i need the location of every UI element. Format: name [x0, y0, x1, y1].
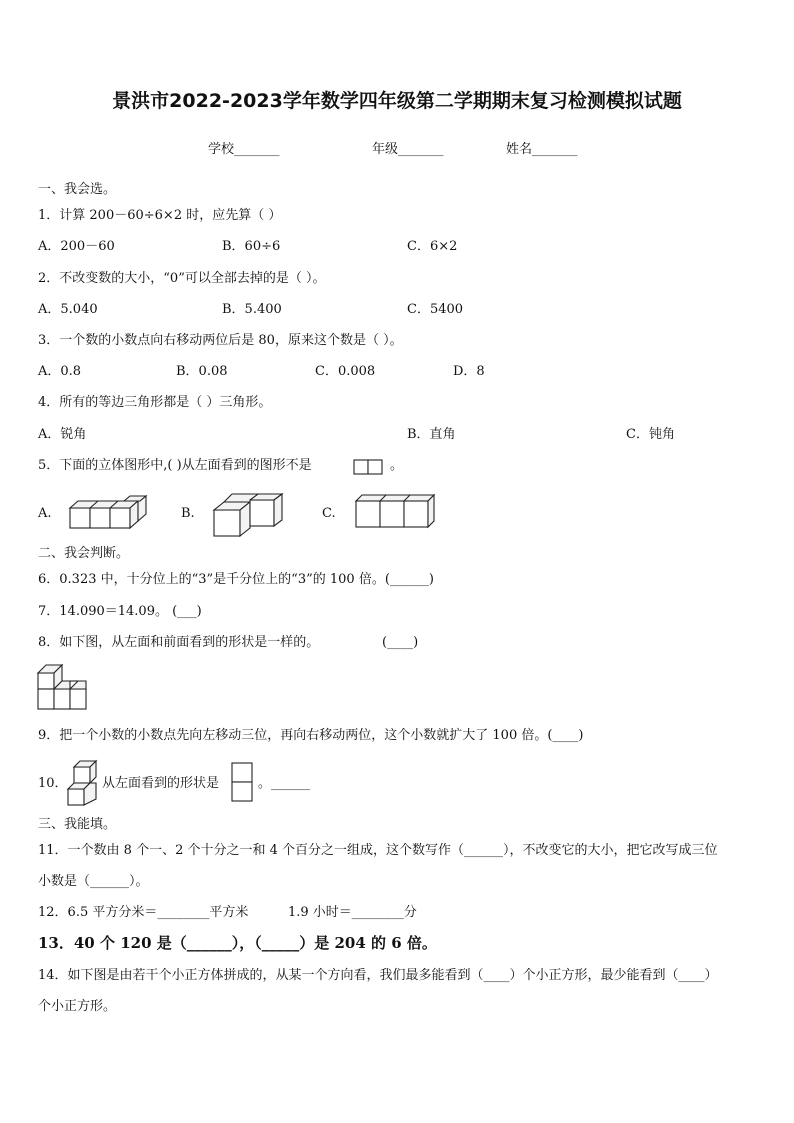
question-2-option-b[interactable]: B．5.400	[222, 302, 282, 317]
question-8-stem: 8．如下图，从左面和前面看到的形状是一样的。	[38, 635, 320, 650]
question-2-option-a[interactable]: A．5.040	[38, 302, 98, 317]
question-1-option-b[interactable]: B．60÷6	[222, 239, 281, 254]
question-12-part-b: 1.9 小时＝________分	[288, 905, 417, 920]
question-2-stem: 2．不改变数的大小，“0”可以全部去掉的是（ ）。	[38, 271, 326, 286]
name-field[interactable]: 姓名_______	[506, 142, 578, 157]
section-judge-heading: 二、我会判断。	[38, 546, 130, 561]
question-5-option-a-label[interactable]: A.	[38, 506, 52, 521]
option-b-cube-figure[interactable]	[212, 492, 284, 538]
question-5-option-c-label[interactable]: C.	[322, 506, 336, 521]
question-3-option-d[interactable]: D．8	[453, 364, 485, 379]
question-5-option-b-label[interactable]: B.	[181, 506, 195, 521]
question-14-line-1: 14．如下图是由若干个小正方体拼成的，从某一个方向看，我们最多能看到（____）个小正方形，最少能看到（____）	[38, 968, 718, 983]
question-10-cube-figure	[66, 759, 100, 807]
question-5-stem: 5．下面的立体图形中,( )从左面看到的图形不是	[38, 458, 312, 473]
question-8-cube-figure	[36, 663, 92, 713]
question-11-line-1: 11．一个数由 8 个一、2 个十分之一和 4 个百分之一组成，这个数写作（______），不改变它的大小，把它改写成三位	[38, 843, 718, 858]
question-7: 7．14.090＝14.09。 (___)	[38, 604, 202, 619]
question-3-stem: 3．一个数的小数点向右移动两位后是 80，原来这个数是（ ）。	[38, 333, 403, 348]
question-4-option-c[interactable]: C．钝角	[626, 427, 675, 442]
question-5-stem-end: 。	[390, 458, 404, 473]
section-fill-heading: 三、我能填。	[38, 817, 117, 832]
option-c-cube-figure[interactable]	[354, 493, 436, 531]
question-4-option-a[interactable]: A．锐角	[38, 427, 87, 442]
question-8-blank[interactable]: (____)	[382, 635, 419, 650]
question-4-option-b[interactable]: B．直角	[407, 427, 456, 442]
option-a-cube-figure[interactable]	[68, 496, 150, 534]
page-title: 景洪市2022-2023学年数学四年级第二学期期末复习检测模拟试题	[112, 90, 682, 112]
question-10-blank[interactable]: 。______	[258, 776, 311, 791]
question-3-option-b[interactable]: B．0.08	[176, 364, 228, 379]
question-1-option-c[interactable]: C．6×2	[407, 239, 458, 254]
question-13: 13．40 个 120 是（______），（_____）是 204 的 6 倍。	[38, 934, 437, 952]
question-1-option-a[interactable]: A．200－60	[38, 239, 115, 254]
left-view-figure	[231, 762, 255, 804]
question-14-line-2: 个小正方形。	[38, 999, 117, 1014]
question-10-text: 从左面看到的形状是	[102, 776, 220, 791]
question-2-option-c[interactable]: C．5400	[407, 302, 464, 317]
question-10-number: 10．	[38, 776, 68, 791]
question-9: 9．把一个小数的小数点先向左移动三位，再向右移动两位，这个小数就扩大了 100 倍。(____)	[38, 728, 584, 743]
question-4-stem: 4．所有的等边三角形都是（ ）三角形。	[38, 395, 272, 410]
school-field[interactable]: 学校_______	[208, 142, 280, 157]
grade-field[interactable]: 年级_______	[372, 142, 444, 157]
question-3-option-c[interactable]: C．0.008	[315, 364, 376, 379]
two-square-view-figure	[353, 459, 385, 475]
question-12-part-a: 12．6.5 平方分米＝________平方米	[38, 905, 249, 920]
question-1-stem: 1．计算 200－60÷6×2 时，应先算（ ）	[38, 208, 282, 223]
section-choice-heading: 一、我会选。	[38, 182, 117, 197]
question-6: 6．0.323 中，十分位上的“3”是千分位上的“3”的 100 倍。(______)	[38, 572, 434, 587]
question-11-line-2: 小数是（______）。	[38, 874, 149, 889]
question-3-option-a[interactable]: A．0.8	[38, 364, 82, 379]
